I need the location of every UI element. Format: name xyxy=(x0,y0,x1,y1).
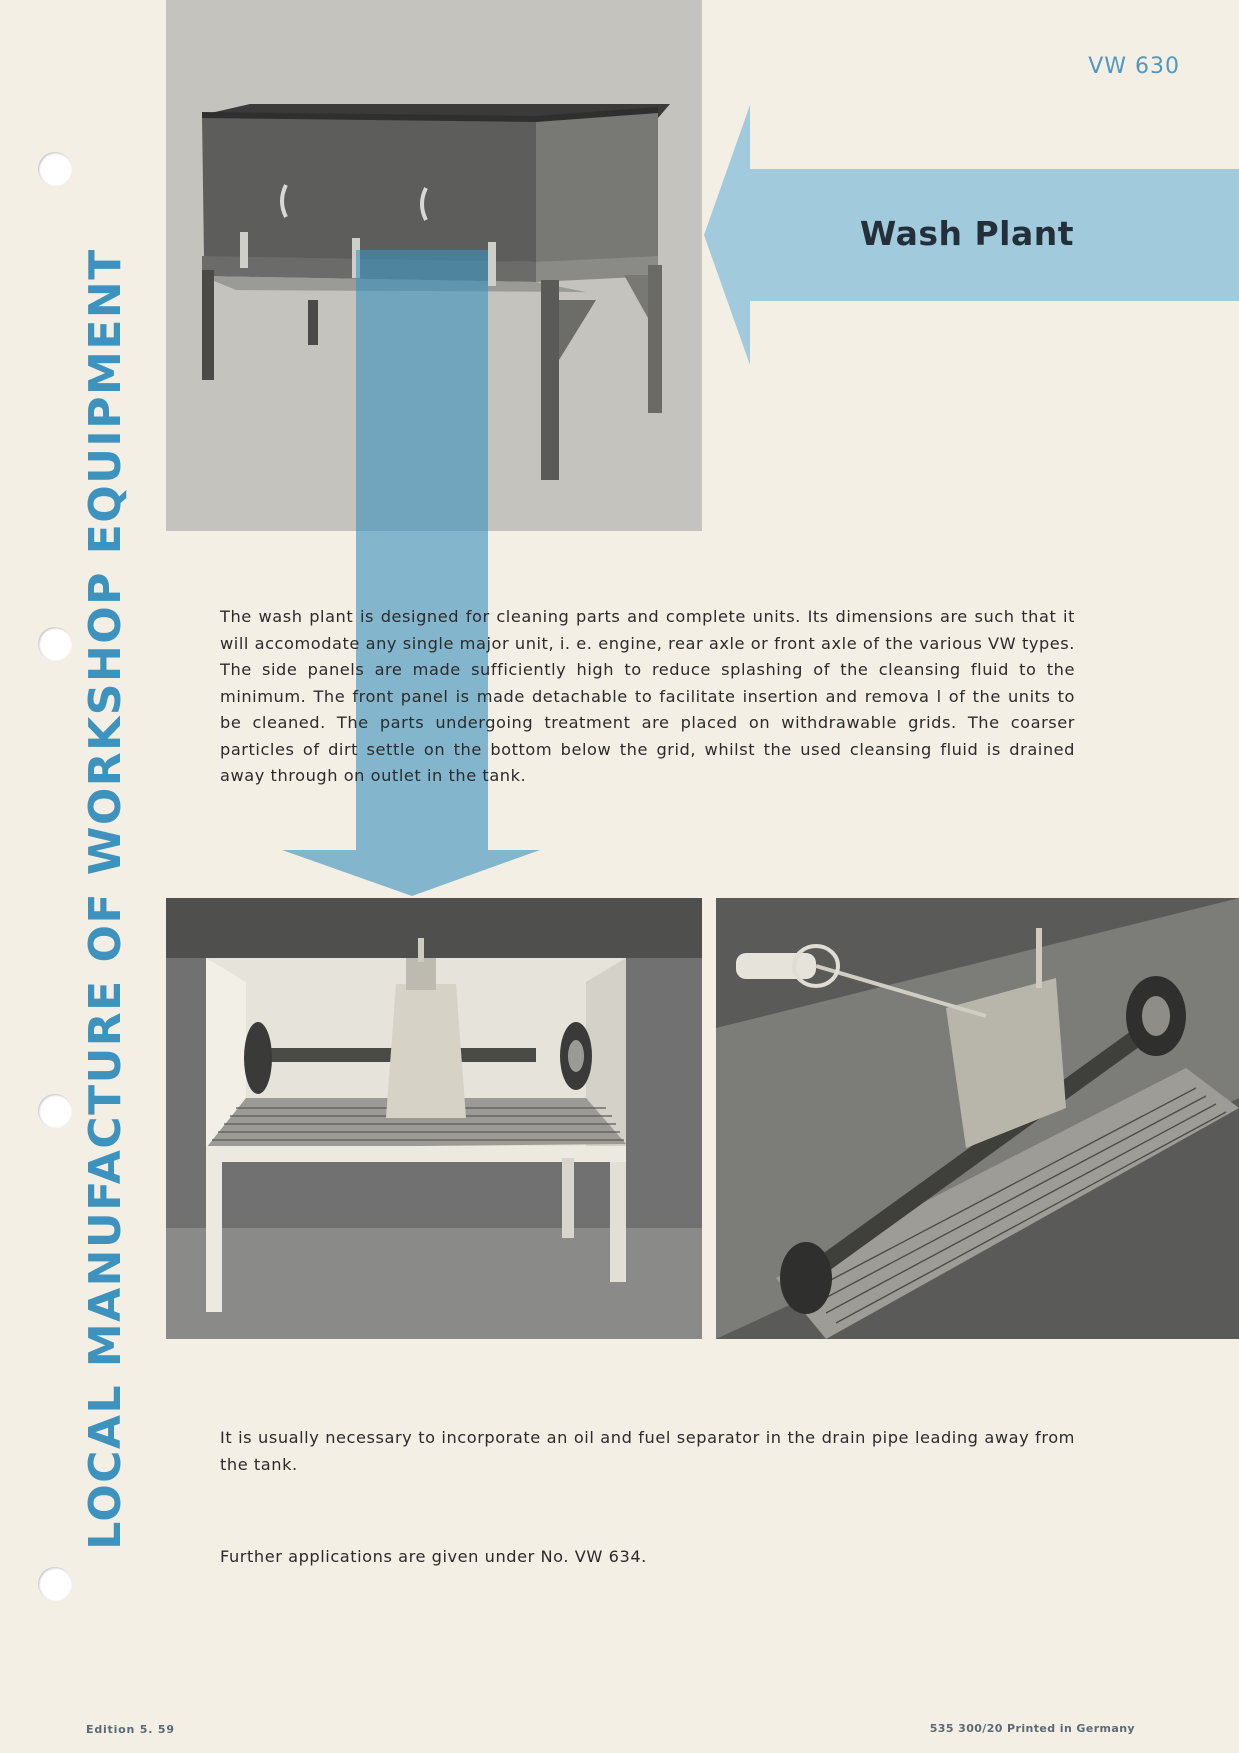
document-number: VW 630 xyxy=(1088,54,1180,79)
punch-hole xyxy=(38,627,72,661)
punch-hole xyxy=(38,1567,72,1601)
cleaning-axle-photo xyxy=(716,898,1239,1339)
page-title: Wash Plant xyxy=(859,214,1074,253)
print-info: 535 300/20 Printed in Germany xyxy=(929,1722,1135,1735)
further-applications-paragraph: Further applications are given under No. VW 634. xyxy=(220,1547,647,1566)
wash-plant-with-axle-photo xyxy=(166,898,702,1339)
description-paragraph: The wash plant is designed for cleaning parts and complete units. Its dimensions are such that it will accomodate any single major unit, i. e. engine, rear axle or front axle of the various VW types. The side panels are made sufficiently high to reduce splashing of the cleansing fluid to the minimum. The front panel is made detachable to facilitate insertion and remova l of the units to be cleaned. The parts undergoing treatment are placed on withdrawable grids. The coarser particles of dirt settle on the bottom below the grid, whilst the used cleansing fluid is drained away through on outlet in the tank. xyxy=(220,607,1075,785)
side-title: LOCAL MANUFACTURE OF WORKSHOP EQUIPMENT xyxy=(80,248,131,1550)
punch-hole xyxy=(38,152,72,186)
edition-label: Edition 5. 59 xyxy=(86,1723,175,1736)
separator-note-paragraph: It is usually necessary to incorporate an oil and fuel separator in the drain pipe leading away from the tank. xyxy=(220,1428,1075,1474)
punch-hole xyxy=(38,1094,72,1128)
down-arrow-graphic xyxy=(282,250,540,896)
